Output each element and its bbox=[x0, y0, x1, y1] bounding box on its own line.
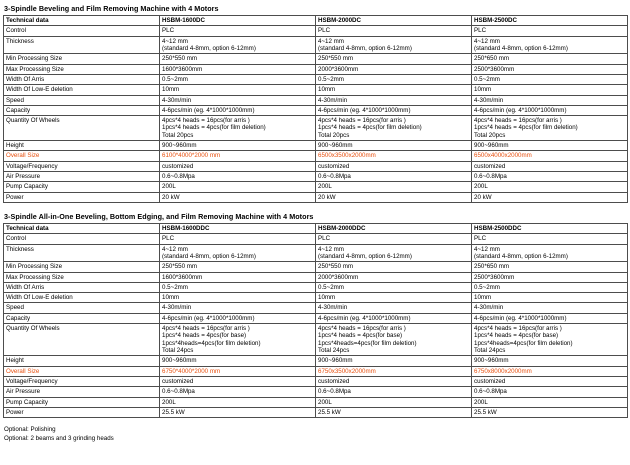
row-value bbox=[160, 272, 316, 282]
row-label: Air Pressure bbox=[4, 172, 160, 182]
table-row bbox=[4, 324, 628, 356]
value-line: 1pcs*4 heads = 4pcs(for film deletion) bbox=[474, 124, 578, 132]
table-header-row bbox=[4, 223, 628, 233]
value-line: 1600*3600mm bbox=[162, 273, 203, 281]
value-line: (standard 4-8mm, option 6-12mm) bbox=[474, 44, 568, 52]
row-value bbox=[472, 116, 628, 141]
value-line: 4-6pcs/min (eg. 4*1000*1000mm) bbox=[162, 314, 255, 322]
row-value bbox=[160, 141, 316, 151]
spec-table bbox=[3, 15, 628, 203]
table-row bbox=[4, 192, 628, 202]
row-value bbox=[472, 407, 628, 417]
value-line: 1600*3600mm bbox=[162, 65, 203, 73]
value-line: PLC bbox=[318, 235, 331, 243]
row-value bbox=[316, 74, 472, 84]
row-value bbox=[316, 85, 472, 95]
spec-table bbox=[3, 223, 628, 418]
value-line: 900~960mm bbox=[162, 142, 197, 150]
row-value bbox=[472, 26, 628, 36]
row-value bbox=[472, 313, 628, 323]
row-label: Control bbox=[4, 234, 160, 244]
value-line: 0.5~2mm bbox=[318, 283, 344, 291]
row-label: Pump Capacity bbox=[4, 182, 160, 192]
table-header-row bbox=[4, 16, 628, 26]
table-row bbox=[4, 376, 628, 386]
row-label: Max Processing Size bbox=[4, 272, 160, 282]
table-row bbox=[4, 95, 628, 105]
row-value bbox=[472, 376, 628, 386]
row-label: Voltage/Frequency bbox=[4, 161, 160, 171]
value-line: 4-6pcs/min (eg. 4*1000*1000mm) bbox=[474, 314, 567, 322]
value-line: 2500*3600mm bbox=[474, 273, 515, 281]
value-line: 20 kW bbox=[474, 193, 492, 201]
row-value bbox=[472, 282, 628, 292]
section-title: 3-Spindle Beveling and Film Removing Machine with 4 Motors bbox=[4, 4, 219, 13]
column-header-technical-data: Technical data bbox=[4, 16, 160, 26]
row-label: Overall Size bbox=[4, 151, 160, 161]
row-label: Power bbox=[4, 407, 160, 417]
table-row bbox=[4, 356, 628, 366]
row-label: Air Pressure bbox=[4, 387, 160, 397]
row-value bbox=[472, 151, 628, 161]
table-row bbox=[4, 151, 628, 161]
value-line: 4-6pcs/min (eg. 4*1000*1000mm) bbox=[318, 106, 411, 114]
value-line: 10mm bbox=[318, 86, 336, 94]
row-label: Width Of Arris bbox=[4, 282, 160, 292]
row-value bbox=[472, 105, 628, 115]
row-label: Power bbox=[4, 192, 160, 202]
value-line: customized bbox=[318, 162, 350, 170]
row-label: Capacity bbox=[4, 313, 160, 323]
row-value bbox=[316, 244, 472, 262]
value-line: 200L bbox=[162, 398, 176, 406]
row-label: Width Of Low-E deletion bbox=[4, 85, 160, 95]
value-line: 0.5~2mm bbox=[162, 283, 188, 291]
value-line: 6500x4000x2000mm bbox=[474, 152, 532, 160]
row-value bbox=[316, 151, 472, 161]
row-value bbox=[160, 74, 316, 84]
row-label: Thickness bbox=[4, 244, 160, 262]
value-line: 6500x3500x2000mm bbox=[318, 152, 376, 160]
row-value bbox=[316, 356, 472, 366]
column-header-model-3: HSBM-2500DDC bbox=[472, 223, 628, 233]
table-body bbox=[4, 26, 628, 203]
section-beveling-film-removing bbox=[3, 4, 627, 203]
optional-notes bbox=[3, 426, 627, 444]
row-value bbox=[160, 151, 316, 161]
value-line: 2500*3600mm bbox=[474, 65, 515, 73]
value-line: 1pcs*4 heads = 4pcs(for base) bbox=[162, 332, 247, 340]
row-label: Control bbox=[4, 26, 160, 36]
value-line: 0.6~0.8Mpa bbox=[162, 173, 195, 180]
row-value bbox=[160, 26, 316, 36]
value-line: 250*550 mm bbox=[318, 55, 354, 63]
value-line: 20 kW bbox=[162, 193, 180, 201]
row-value bbox=[316, 95, 472, 105]
value-line: 6750*4000*2000 mm bbox=[162, 367, 221, 375]
row-value bbox=[472, 324, 628, 356]
table-row bbox=[4, 303, 628, 313]
row-label: Speed bbox=[4, 303, 160, 313]
row-value bbox=[316, 26, 472, 36]
column-header-model-3: HSBM-2500DC bbox=[472, 16, 628, 26]
table-row bbox=[4, 85, 628, 95]
row-label: Height bbox=[4, 141, 160, 151]
value-line: 10mm bbox=[162, 86, 180, 94]
value-line: 4~12 mm bbox=[162, 37, 188, 45]
value-line: 4~12 mm bbox=[318, 37, 344, 45]
note-line: Optional: 2 beams and 3 grinding heads bbox=[4, 435, 114, 443]
value-line: 4-30m/min bbox=[162, 96, 192, 104]
value-line: 4pcs*4 heads = 16pcs(for arris ) bbox=[474, 325, 562, 333]
row-value bbox=[472, 182, 628, 192]
value-line: 4-6pcs/min (eg. 4*1000*1000mm) bbox=[474, 106, 567, 114]
row-value bbox=[160, 303, 316, 313]
row-value bbox=[316, 172, 472, 182]
value-line: 4-30m/min bbox=[474, 304, 504, 312]
row-value bbox=[316, 303, 472, 313]
row-value bbox=[472, 95, 628, 105]
row-value bbox=[316, 282, 472, 292]
table-row bbox=[4, 172, 628, 182]
value-line: 250*550 mm bbox=[162, 55, 198, 63]
value-line: 250*650 mm bbox=[474, 263, 510, 271]
value-line: 25.5 kW bbox=[474, 408, 497, 416]
section-all-in-one bbox=[3, 212, 627, 418]
value-line: PLC bbox=[162, 27, 175, 35]
row-value bbox=[472, 54, 628, 64]
value-line: 4pcs*4 heads = 16pcs(for arris ) bbox=[318, 325, 406, 333]
row-value bbox=[316, 387, 472, 397]
row-value bbox=[472, 303, 628, 313]
row-value bbox=[316, 324, 472, 356]
value-line: PLC bbox=[474, 27, 487, 35]
value-line: 900~960mm bbox=[474, 357, 509, 365]
value-line: 2000*3600mm bbox=[318, 273, 359, 281]
value-line: 20 kW bbox=[318, 193, 336, 201]
table-row bbox=[4, 387, 628, 397]
value-line: (standard 4-8mm, option 6-12mm) bbox=[318, 44, 412, 52]
value-line: 250*650 mm bbox=[474, 55, 510, 63]
note-line: Optional: Polishing bbox=[4, 426, 56, 434]
value-line: (standard 4-8mm, option 6-12mm) bbox=[162, 252, 256, 260]
row-value bbox=[472, 74, 628, 84]
row-value bbox=[316, 407, 472, 417]
row-value bbox=[160, 172, 316, 182]
value-line: 4pcs*4 heads = 16pcs(for arris ) bbox=[162, 325, 250, 333]
value-line: PLC bbox=[474, 235, 487, 243]
row-value bbox=[472, 356, 628, 366]
row-label: Overall Size bbox=[4, 366, 160, 376]
value-line: 900~960mm bbox=[162, 357, 197, 365]
value-line: 1pcs*4heads=4pcs(for film deletion) bbox=[474, 339, 573, 347]
value-line: 0.6~0.8Mpa bbox=[474, 173, 507, 180]
table-row bbox=[4, 313, 628, 323]
table-row bbox=[4, 105, 628, 115]
row-value bbox=[316, 234, 472, 244]
row-value bbox=[160, 324, 316, 356]
table-row bbox=[4, 141, 628, 151]
table-row bbox=[4, 54, 628, 64]
row-value bbox=[160, 376, 316, 386]
row-value bbox=[316, 272, 472, 282]
table-row bbox=[4, 26, 628, 36]
value-line: Total 24pcs bbox=[162, 347, 194, 354]
value-line: (standard 4-8mm, option 6-12mm) bbox=[318, 252, 412, 260]
row-value bbox=[472, 387, 628, 397]
table-row bbox=[4, 397, 628, 407]
value-line: 4~12 mm bbox=[474, 37, 500, 45]
table-row bbox=[4, 272, 628, 282]
row-value bbox=[160, 282, 316, 292]
row-value bbox=[316, 161, 472, 171]
row-value bbox=[316, 105, 472, 115]
value-line: 1pcs*4 heads = 4pcs(for film deletion) bbox=[162, 124, 266, 132]
row-value bbox=[316, 366, 472, 376]
column-header-technical-data: Technical data bbox=[4, 223, 160, 233]
value-line: 900~960mm bbox=[318, 142, 353, 150]
value-line: Total 20pcs bbox=[318, 131, 350, 139]
value-line: 4-30m/min bbox=[318, 96, 348, 104]
row-value bbox=[160, 397, 316, 407]
value-line: 4-30m/min bbox=[162, 304, 192, 312]
column-header-model-1: HSBM-1600DC bbox=[160, 16, 316, 26]
section-title: 3-Spindle All-in-One Beveling, Bottom Edging, and Film Removing Machine with 4 Motors bbox=[4, 211, 314, 221]
row-value bbox=[472, 172, 628, 182]
value-line: customized bbox=[474, 162, 506, 170]
value-line: 200L bbox=[318, 183, 332, 191]
row-value bbox=[316, 54, 472, 64]
value-line: 4~12 mm bbox=[318, 245, 344, 253]
value-line: 6100*4000*2000 mm bbox=[162, 152, 221, 160]
row-value bbox=[160, 313, 316, 323]
row-label: Thickness bbox=[4, 36, 160, 54]
row-value bbox=[316, 397, 472, 407]
table-row bbox=[4, 262, 628, 272]
row-value bbox=[472, 234, 628, 244]
value-line: 0.5~2mm bbox=[318, 75, 344, 83]
value-line: 0.6~0.8Mpa bbox=[162, 388, 195, 396]
row-value bbox=[472, 272, 628, 282]
value-line: 4pcs*4 heads = 16pcs(for arris ) bbox=[474, 117, 562, 125]
row-label: Min Processing Size bbox=[4, 262, 160, 272]
value-line: 10mm bbox=[474, 294, 492, 302]
value-line: customized bbox=[162, 377, 194, 385]
row-value bbox=[316, 182, 472, 192]
value-line: 4-6pcs/min (eg. 4*1000*1000mm) bbox=[318, 314, 411, 322]
value-line: 900~960mm bbox=[318, 357, 353, 365]
row-label: Min Processing Size bbox=[4, 54, 160, 64]
table-row bbox=[4, 282, 628, 292]
value-line: PLC bbox=[162, 235, 175, 243]
row-value bbox=[160, 387, 316, 397]
table-row bbox=[4, 74, 628, 84]
row-label: Width Of Low-E deletion bbox=[4, 293, 160, 303]
column-header-model-1: HSBM-1600DDC bbox=[160, 223, 316, 233]
value-line: 10mm bbox=[318, 294, 336, 302]
value-line: 0.6~0.8Mpa bbox=[318, 388, 351, 396]
value-line: 25.5 kW bbox=[162, 408, 185, 416]
value-line: 4~12 mm bbox=[474, 245, 500, 253]
row-value bbox=[472, 262, 628, 272]
row-value bbox=[160, 64, 316, 74]
value-line: 0.5~2mm bbox=[474, 75, 500, 83]
row-value bbox=[160, 244, 316, 262]
table-row bbox=[4, 161, 628, 171]
row-value bbox=[472, 85, 628, 95]
value-line: 200L bbox=[474, 398, 488, 406]
row-label: Pump Capacity bbox=[4, 397, 160, 407]
row-value bbox=[472, 36, 628, 54]
row-value bbox=[160, 85, 316, 95]
row-value bbox=[160, 105, 316, 115]
value-line: 4~12 mm bbox=[162, 245, 188, 253]
row-value bbox=[316, 64, 472, 74]
value-line: customized bbox=[162, 162, 194, 170]
value-line: customized bbox=[474, 377, 506, 385]
value-line: 1pcs*4 heads = 4pcs(for base) bbox=[318, 332, 403, 340]
value-line: 200L bbox=[318, 398, 332, 406]
section-spacer bbox=[3, 203, 627, 210]
table-row bbox=[4, 116, 628, 141]
value-line: 4-6pcs/min (eg. 4*1000*1000mm) bbox=[162, 106, 255, 114]
row-value bbox=[160, 293, 316, 303]
row-value bbox=[160, 161, 316, 171]
row-value bbox=[472, 192, 628, 202]
value-line: Total 24pcs bbox=[474, 347, 506, 354]
value-line: 250*550 mm bbox=[162, 263, 198, 271]
row-value bbox=[316, 141, 472, 151]
table-row bbox=[4, 234, 628, 244]
value-line: customized bbox=[318, 377, 350, 385]
row-value bbox=[472, 293, 628, 303]
value-line: 1pcs*4 heads = 4pcs(for base) bbox=[474, 332, 559, 340]
value-line: 10mm bbox=[474, 86, 492, 94]
row-label: Quantity Of Wheels bbox=[4, 116, 160, 141]
value-line: 1pcs*4heads=4pcs(for film deletion) bbox=[162, 339, 261, 347]
row-value bbox=[472, 141, 628, 151]
row-value bbox=[316, 262, 472, 272]
table-row bbox=[4, 244, 628, 262]
value-line: 200L bbox=[474, 183, 488, 191]
column-header-model-2: HSBM-2000DDC bbox=[316, 223, 472, 233]
row-value bbox=[316, 36, 472, 54]
value-line: Total 20pcs bbox=[474, 131, 506, 139]
value-line: 6750x8000x2000mm bbox=[474, 367, 532, 375]
value-line: 200L bbox=[162, 183, 176, 191]
row-value bbox=[160, 95, 316, 105]
row-value bbox=[316, 192, 472, 202]
row-value bbox=[160, 262, 316, 272]
value-line: Total 24pcs bbox=[318, 347, 350, 354]
table-row bbox=[4, 36, 628, 54]
row-label: Width Of Arris bbox=[4, 74, 160, 84]
value-line: Total 20pcs bbox=[162, 131, 194, 139]
value-line: 1pcs*4heads=4pcs(for film deletion) bbox=[318, 339, 417, 347]
value-line: 0.5~2mm bbox=[474, 283, 500, 291]
table-row bbox=[4, 293, 628, 303]
row-value bbox=[160, 356, 316, 366]
row-value bbox=[160, 182, 316, 192]
table-row bbox=[4, 407, 628, 417]
row-value bbox=[160, 366, 316, 376]
row-label: Voltage/Frequency bbox=[4, 376, 160, 386]
row-label: Capacity bbox=[4, 105, 160, 115]
row-value bbox=[472, 397, 628, 407]
value-line: (standard 4-8mm, option 6-12mm) bbox=[474, 252, 568, 260]
table-body bbox=[4, 234, 628, 418]
row-label: Height bbox=[4, 356, 160, 366]
table-row bbox=[4, 182, 628, 192]
row-value bbox=[160, 36, 316, 54]
value-line: 900~960mm bbox=[474, 142, 509, 150]
value-line: 250*550 mm bbox=[318, 263, 354, 271]
row-value bbox=[316, 293, 472, 303]
table-row bbox=[4, 366, 628, 376]
value-line: 1pcs*4 heads = 4pcs(for film deletion) bbox=[318, 124, 422, 132]
value-line: 10mm bbox=[162, 294, 180, 302]
row-value bbox=[160, 407, 316, 417]
row-label: Speed bbox=[4, 95, 160, 105]
row-value bbox=[472, 244, 628, 262]
value-line: 6750x3500x2000mm bbox=[318, 367, 376, 375]
row-label: Max Processing Size bbox=[4, 64, 160, 74]
row-label: Quantity Of Wheels bbox=[4, 324, 160, 356]
row-value bbox=[160, 234, 316, 244]
column-header-model-2: HSBM-2000DC bbox=[316, 16, 472, 26]
value-line: 4pcs*4 heads = 16pcs(for arris ) bbox=[318, 117, 406, 125]
row-value bbox=[472, 64, 628, 74]
value-line: 0.6~0.8Mpa bbox=[318, 173, 351, 180]
row-value bbox=[472, 366, 628, 376]
value-line: 4pcs*4 heads = 16pcs(for arris ) bbox=[162, 117, 250, 125]
row-value bbox=[316, 313, 472, 323]
row-value bbox=[160, 54, 316, 64]
value-line: PLC bbox=[318, 27, 331, 35]
row-value bbox=[316, 116, 472, 141]
value-line: 0.5~2mm bbox=[162, 75, 188, 83]
value-line: 0.6~0.8Mpa bbox=[474, 388, 507, 396]
row-value bbox=[160, 192, 316, 202]
value-line: 25.5 kW bbox=[318, 408, 341, 416]
row-value bbox=[472, 161, 628, 171]
row-value bbox=[316, 376, 472, 386]
value-line: (standard 4-8mm, option 6-12mm) bbox=[162, 44, 256, 52]
table-row bbox=[4, 64, 628, 74]
value-line: 4-30m/min bbox=[474, 96, 504, 104]
row-value bbox=[160, 116, 316, 141]
value-line: 4-30m/min bbox=[318, 304, 348, 312]
value-line: 2000*3600mm bbox=[318, 65, 359, 73]
